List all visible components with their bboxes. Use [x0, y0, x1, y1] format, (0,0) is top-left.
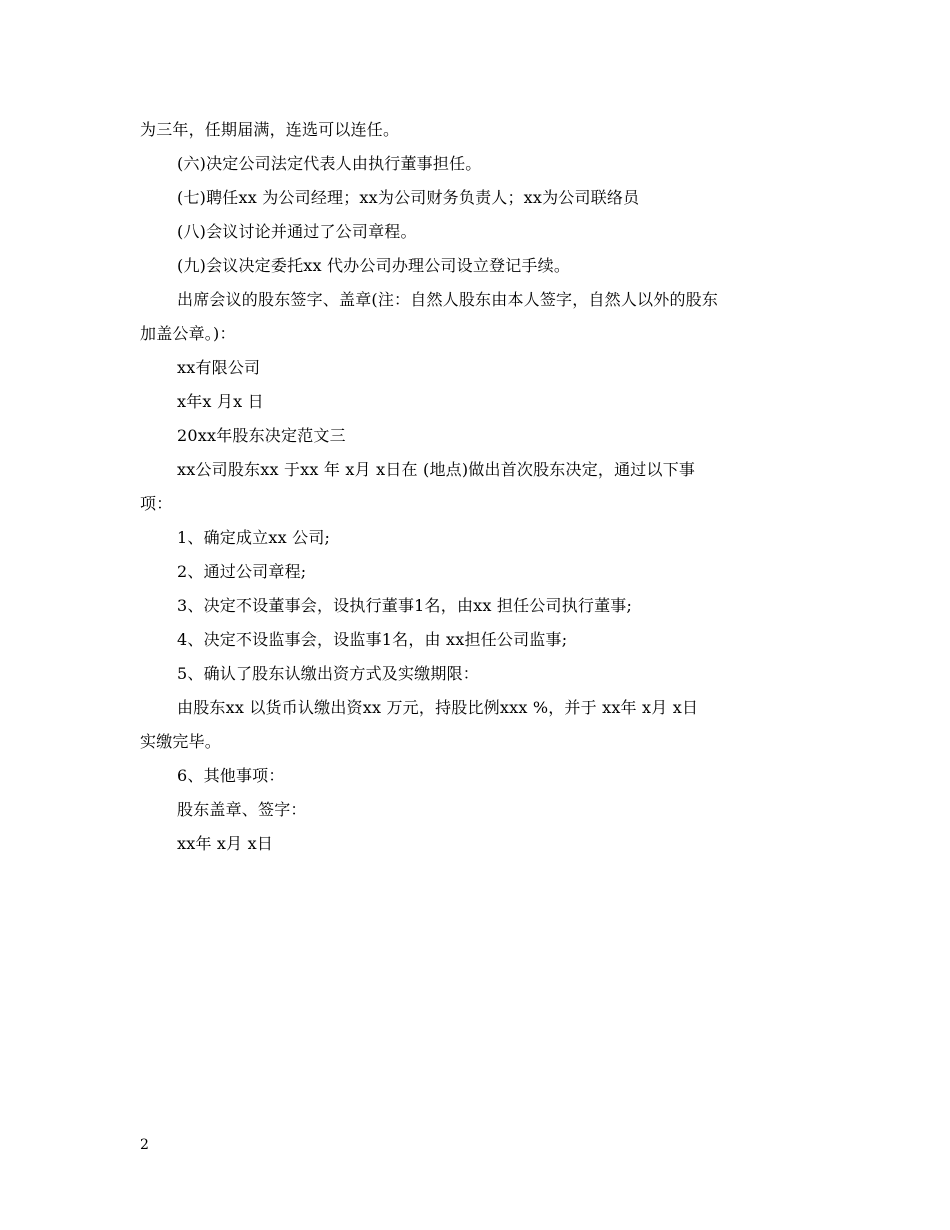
list-item: 4、决定不设监事会，设监事1名，由 xx担任公司监事;	[177, 630, 568, 649]
list-item: 3、决定不设董事会，设执行董事1名，由xx 担任公司执行董事;	[177, 596, 633, 615]
page-number: 2	[140, 1137, 149, 1153]
text-line: (八)会议讨论并通过了公司章程。	[177, 222, 417, 241]
list-item: 2、通过公司章程;	[177, 562, 307, 581]
list-item: 5、确认了股东认缴出资方式及实缴期限：	[177, 664, 479, 683]
text-line: 实缴完毕。	[140, 732, 222, 751]
document-body	[140, 113, 812, 861]
text-line: (七)聘任xx 为公司经理；xx为公司财务负责人；xx为公司联络员	[177, 188, 640, 207]
text-line: x年x 月x 日	[177, 392, 264, 411]
text-line: (九)会议决定委托xx 代办公司办理公司设立登记手续。	[177, 256, 571, 275]
list-item: 1、确定成立xx 公司;	[177, 528, 331, 547]
text-line: 加盖公章。)：	[140, 324, 236, 343]
text-line: 由股东xx 以货币认缴出资xx 万元，持股比例xxx %，并于 xx年 x月 x日	[177, 698, 699, 717]
text-line: (六)决定公司法定代表人由执行董事担任。	[177, 154, 482, 173]
text-line: 出席会议的股东签字、盖章(注：自然人股东由本人签字，自然人以外的股东	[177, 290, 719, 309]
list-item: 6、其他事项：	[177, 766, 285, 785]
text-line: xx公司股东xx 于xx 年 x月 x日在 (地点)做出首次股东决定，通过以下事	[177, 460, 696, 479]
text-line: xx有限公司	[177, 358, 261, 377]
text-line: 为三年，任期届满，连选可以连任。	[140, 120, 400, 139]
signature-label: 股东盖章、签字：	[177, 800, 307, 819]
date-line: xx年 x月 x日	[177, 834, 274, 853]
text-line: 项：	[140, 494, 173, 513]
section-heading: 20xx年股东决定范文三	[177, 426, 346, 445]
